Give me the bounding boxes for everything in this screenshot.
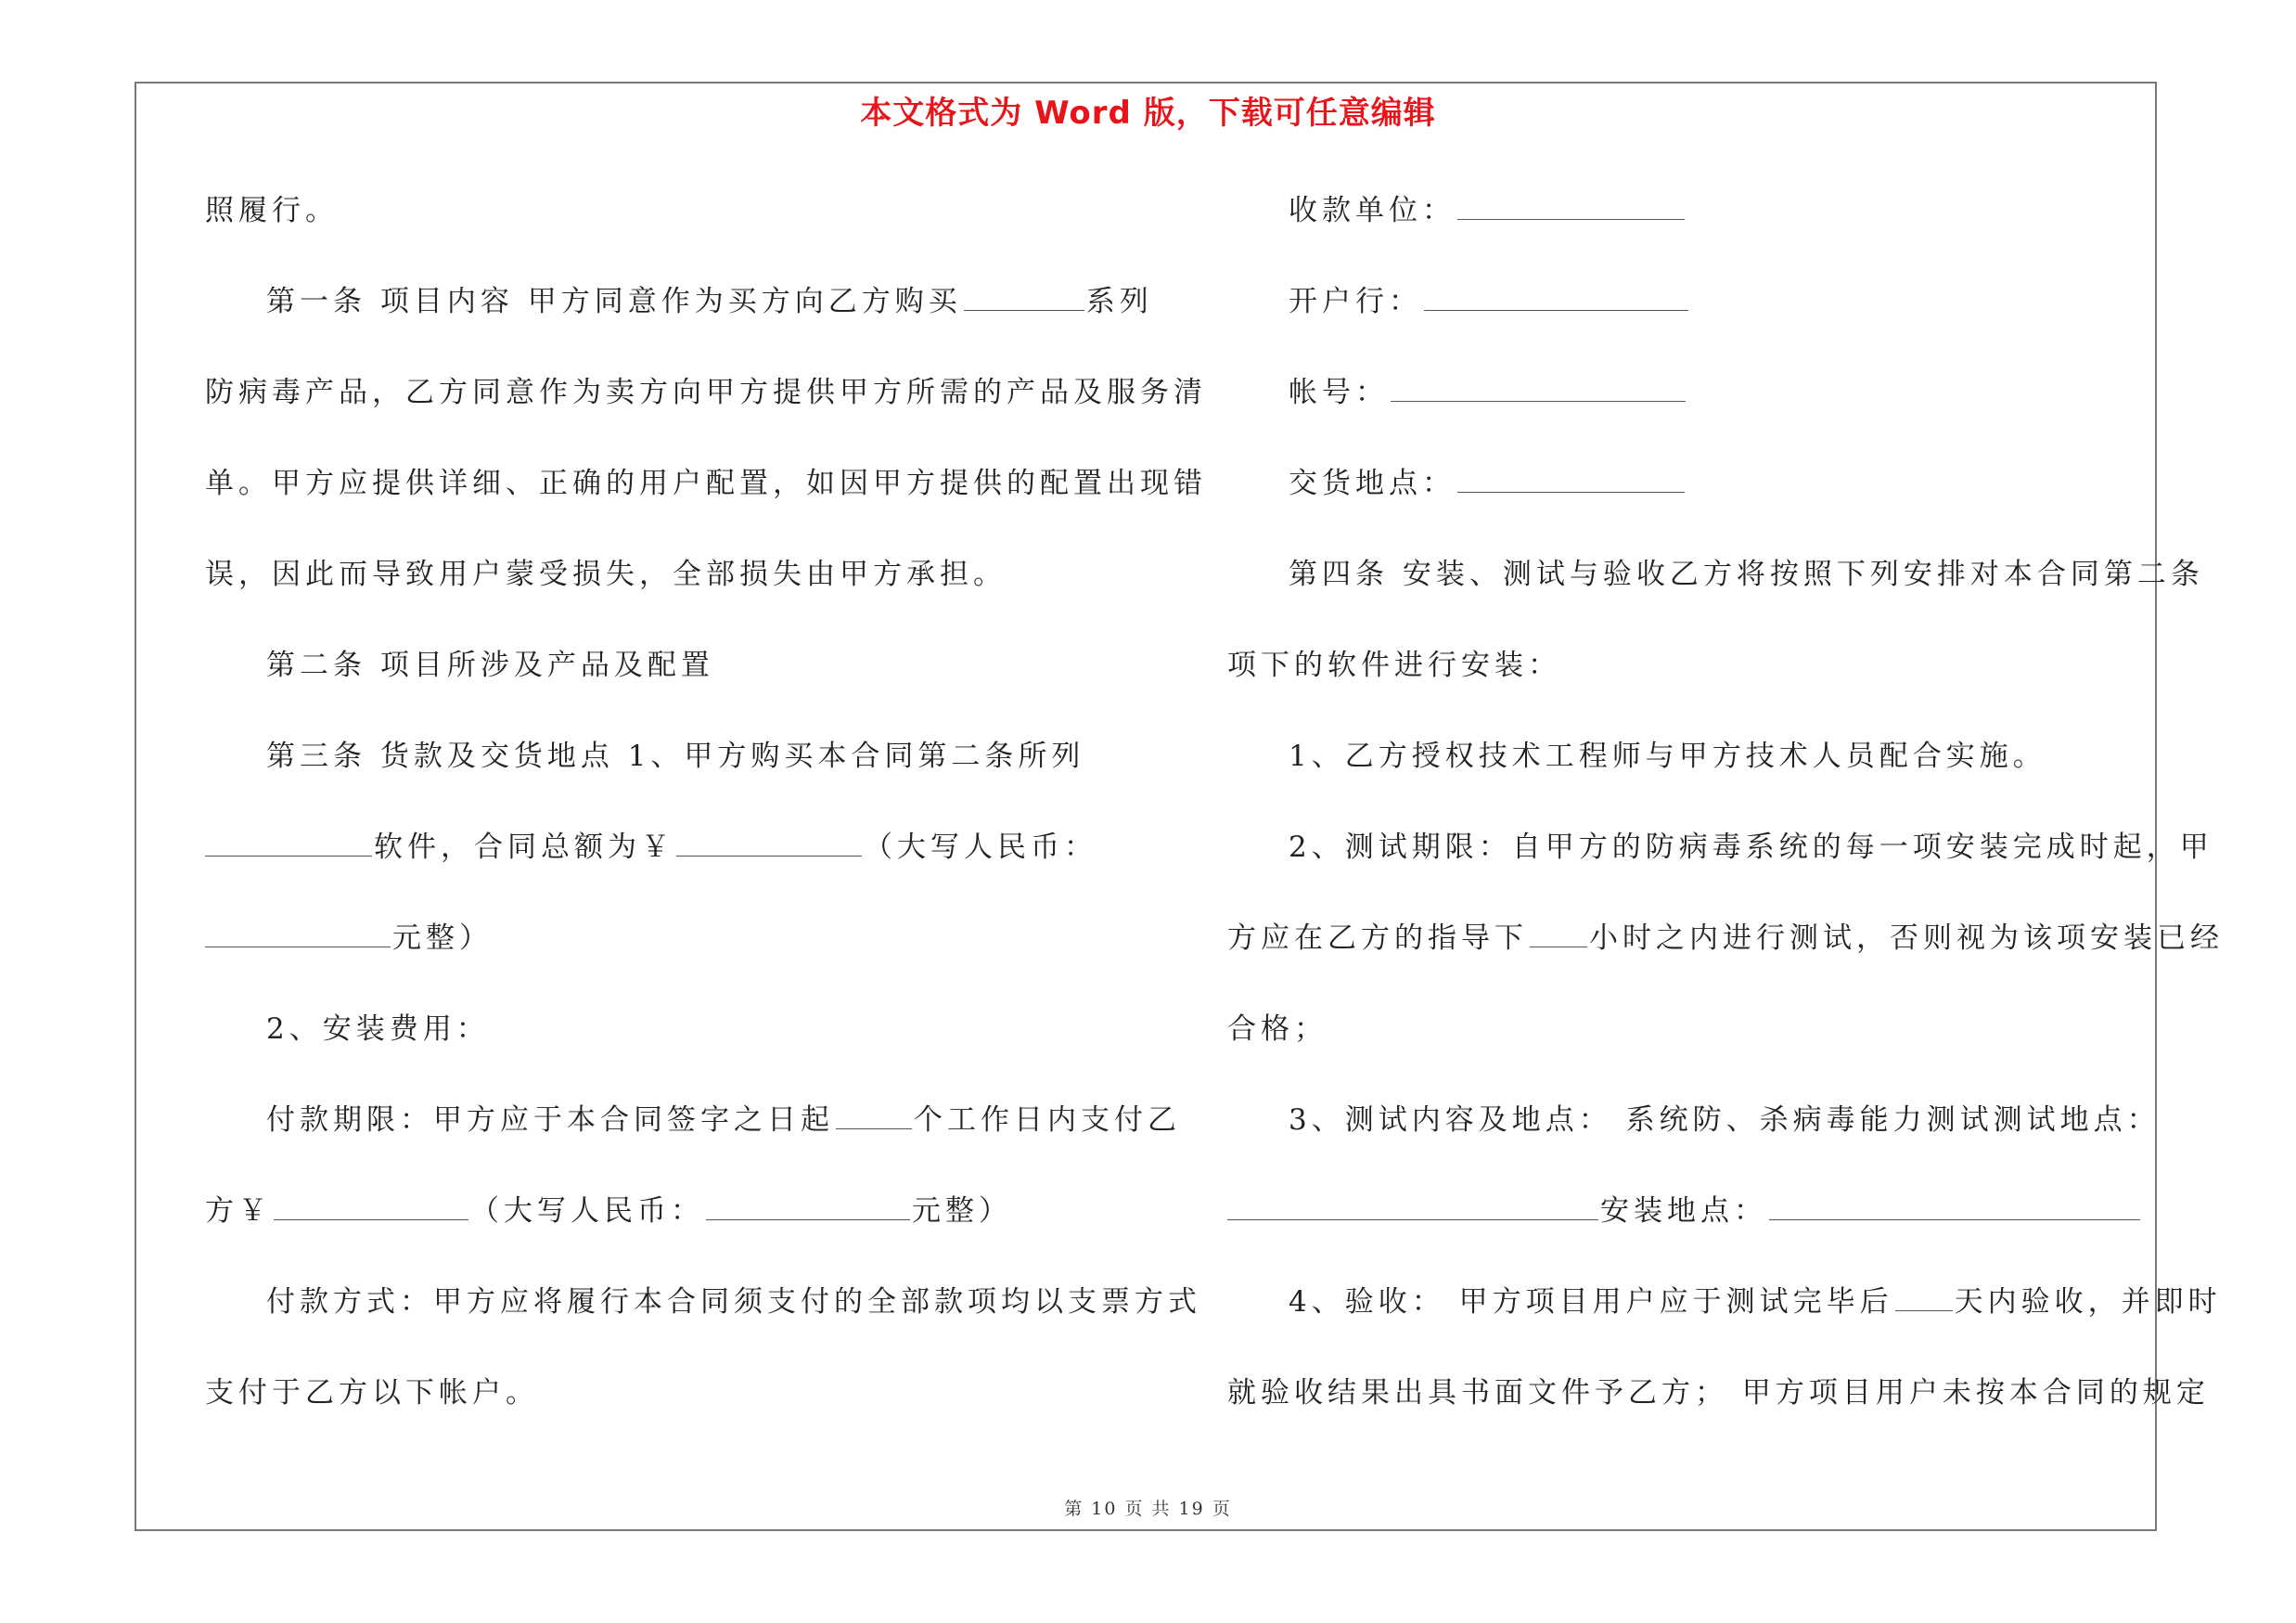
text: 4、验收： 甲方项目用户应于测试完毕后 <box>1289 1285 1893 1319</box>
item-2-line <box>1227 827 2213 918</box>
text: 帐号： <box>1289 376 1389 409</box>
text: 照履行。 <box>205 194 339 227</box>
paragraph-line <box>1227 918 2224 1009</box>
article-3-line <box>205 736 1133 827</box>
fill-blank[interactable] <box>964 282 1084 311</box>
text: 付款期限：甲方应于本合同签字之日起 <box>266 1103 834 1137</box>
text: （大写人民币： <box>864 831 1097 864</box>
text: 合格； <box>1227 1012 1328 1046</box>
payee-blank[interactable] <box>1457 191 1685 220</box>
install-fee-line <box>205 1009 1133 1100</box>
text: 误，因此而导致用户蒙受损失，全部损失由甲方承担。 <box>205 558 1007 591</box>
test-location-blank[interactable] <box>1227 1191 1598 1220</box>
text: 元整） <box>912 1194 1012 1228</box>
fill-blank[interactable] <box>836 1101 912 1129</box>
paragraph-line <box>1227 645 2155 736</box>
account-line <box>1227 372 2155 463</box>
paragraph-line <box>1227 1009 2155 1100</box>
article-4-line <box>1227 554 2204 645</box>
text: 安装地点： <box>1600 1194 1767 1228</box>
text: 项下的软件进行安装： <box>1227 649 1561 682</box>
text: 第四条 安装、测试与验收乙方将按照下列安排对本合同第二条 <box>1289 558 2204 591</box>
install-location-blank[interactable] <box>1769 1191 2140 1220</box>
item-3-line <box>1227 1100 2161 1191</box>
text: 元整） <box>392 921 493 955</box>
fill-blank[interactable] <box>706 1191 910 1220</box>
text: 3、测试内容及地点： 系统防、杀病毒能力测试测试地点： <box>1289 1103 2161 1137</box>
text: 防病毒产品，乙方同意作为卖方向甲方提供甲方所需的产品及服务清 <box>205 376 1207 409</box>
text: 第一条 项目内容 甲方同意作为买方向乙方购买 <box>266 285 962 318</box>
article-2-line <box>205 645 1133 736</box>
fill-blank[interactable] <box>205 919 391 947</box>
paragraph-line <box>1227 1191 2155 1282</box>
paragraph-line <box>1227 1372 2210 1463</box>
paragraph-line <box>205 918 1133 1009</box>
payment-method-line <box>205 1282 1201 1372</box>
text: 开户行： <box>1289 285 1422 318</box>
text: 支付于乙方以下帐户。 <box>205 1376 539 1410</box>
text: 单。甲方应提供详细、正确的用户配置，如因甲方提供的配置出现错 <box>205 467 1207 500</box>
text: 付款方式：甲方应将履行本合同须支付的全部款项均以支票方式 <box>266 1285 1201 1319</box>
delivery-place-line <box>1227 463 2155 554</box>
text: 交货地点： <box>1289 467 1456 500</box>
text: 就验收结果出具书面文件予乙方； 甲方项目用户未按本合同的规定 <box>1227 1376 2210 1410</box>
paragraph-line <box>205 1372 1133 1463</box>
bank-blank[interactable] <box>1424 282 1688 311</box>
article-1-line <box>205 281 1153 372</box>
page-number: 第 10 页 共 19 页 <box>1064 1499 1232 1519</box>
text: 1、乙方授权技术工程师与甲方技术人员配合实施。 <box>1289 740 2046 773</box>
paragraph-line <box>205 372 1207 463</box>
text: 方￥ <box>205 1194 272 1228</box>
right-column <box>1227 190 2224 1463</box>
fill-blank[interactable] <box>205 828 372 857</box>
left-column <box>205 190 1207 1463</box>
text: 系列 <box>1085 285 1153 318</box>
item-1-line <box>1227 736 2155 827</box>
text: （大写人民币： <box>470 1194 704 1228</box>
account-blank[interactable] <box>1391 373 1686 402</box>
text: 小时之内进行测试，否则视为该项安装已经 <box>1589 921 2224 955</box>
fill-blank[interactable] <box>274 1191 468 1220</box>
paragraph-line <box>205 1191 1133 1282</box>
bank-line <box>1227 281 2155 372</box>
text: 2、安装费用： <box>266 1012 490 1046</box>
paragraph-line <box>205 463 1207 554</box>
word-format-banner: 本文格式为 Word 版，下载可任意编辑 <box>860 95 1436 132</box>
text: 方应在乙方的指导下 <box>1227 921 1528 955</box>
payment-term-line <box>205 1100 1181 1191</box>
delivery-blank[interactable] <box>1457 464 1685 493</box>
payee-line <box>1227 190 2155 281</box>
text: 2、测试期限：自甲方的防病毒系统的每一项安装完成时起，甲 <box>1289 831 2213 864</box>
paragraph-line <box>205 190 1133 281</box>
fill-blank[interactable] <box>1530 919 1587 947</box>
paragraph-line <box>205 827 1133 918</box>
text: 第二条 项目所涉及产品及配置 <box>266 649 714 682</box>
text: 第三条 货款及交货地点 1、甲方购买本合同第二条所列 <box>266 740 1085 773</box>
text: 个工作日内支付乙 <box>914 1103 1181 1137</box>
fill-blank[interactable] <box>1895 1282 1953 1311</box>
fill-blank[interactable] <box>676 828 862 857</box>
text: 收款单位： <box>1289 194 1456 227</box>
paragraph-line <box>205 554 1133 645</box>
text: 软件，合同总额为￥ <box>374 831 674 864</box>
text: 天内验收，并即时 <box>1954 1285 2222 1319</box>
item-4-line <box>1227 1282 2222 1372</box>
